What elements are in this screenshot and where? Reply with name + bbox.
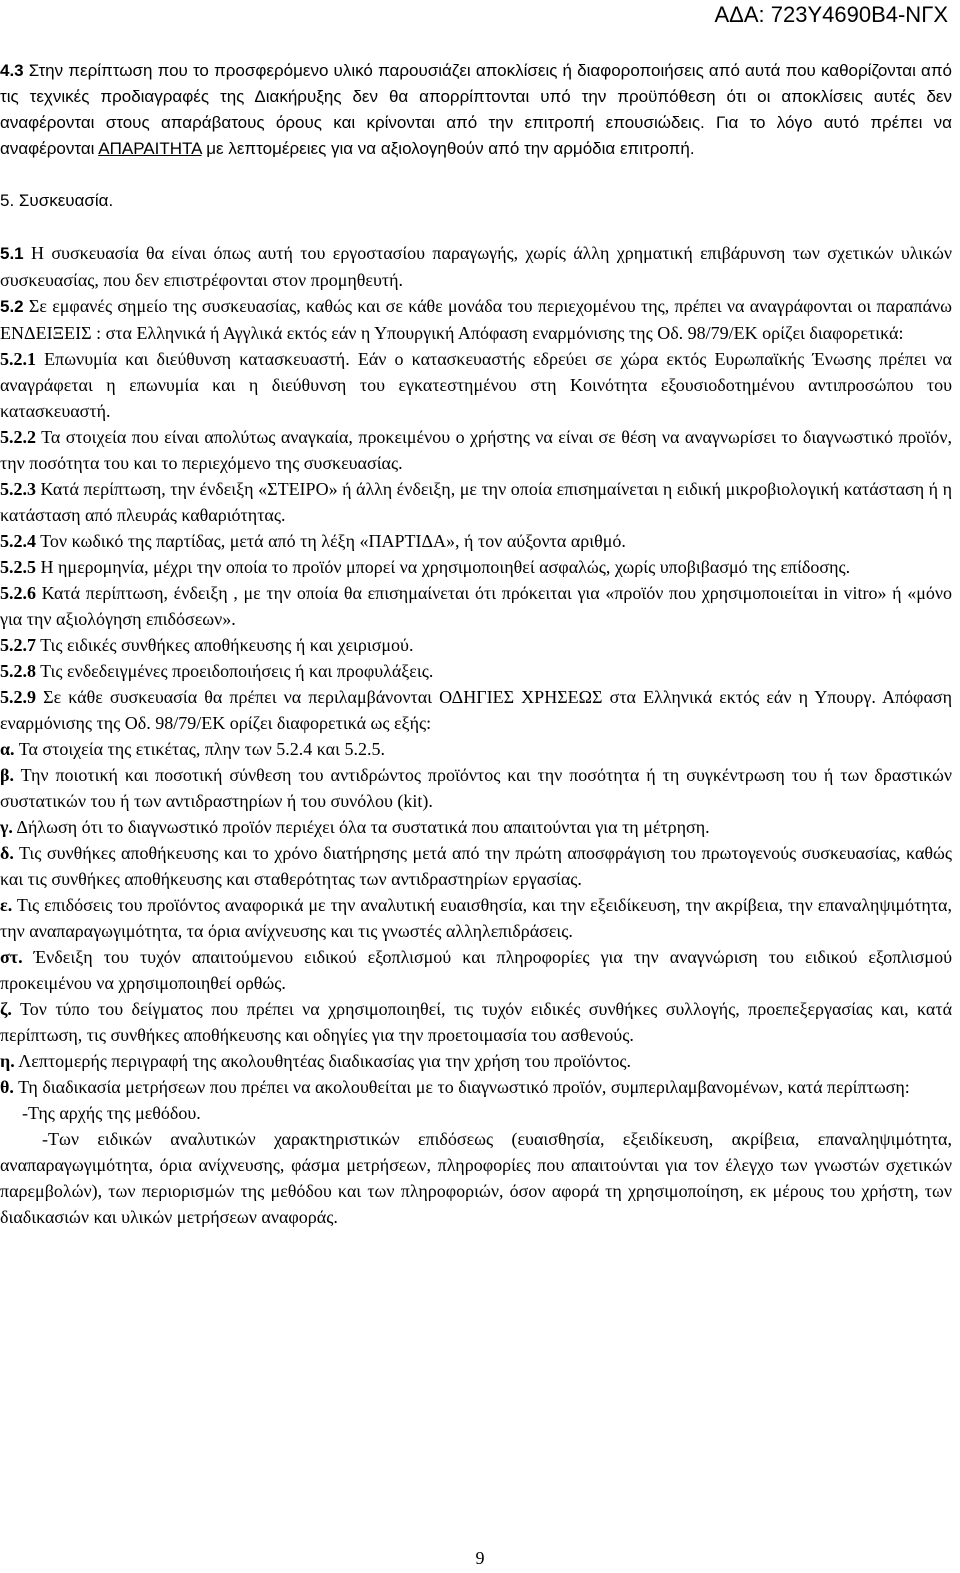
item-eta bbox=[0, 1048, 952, 1074]
paragraph-5-2-3 bbox=[0, 476, 952, 528]
paragraph-5-2-9 bbox=[0, 684, 952, 736]
item-text: Τη διαδικασία μετρήσεων που πρέπει να ακολουθείται με το διαγνωστικό προϊόν, συμπεριλαμβανομένων, κατά περίπτωση: bbox=[13, 1077, 910, 1097]
section-number: 5.2.6 bbox=[0, 583, 36, 603]
paragraph-5-2-1 bbox=[0, 346, 952, 424]
paragraph-text: Κατά περίπτωση, ένδειξη , με την οποία θα επισημαίνεται ότι πρόκειται για «προϊόν που χρησιμοποιείται in vitro» ή «μόνο για την αξιολόγηση επιδόσεων». bbox=[0, 583, 952, 629]
bullet-performance-characteristics: -Των ειδικών αναλυτικών χαρακτηριστικών επιδόσεως (ευαισθησία, εξειδίκευση, ακρίβεια, επαναληψιμότητα, αναπαραγωγιμότητα, όρια ανίχνευσης, φάσμα μετρήσεων, πληροφορίες που απαιτούνται για τον έλεγχο των γνωστών σχετικών παρεμβολών), των περιορισμών της μεθόδου και των πληροφοριών, όσον αφορά τη χρησιμοποίηση, εκ μέρους του χρήστη, των διαδικασιών και υλικών μετρήσεων αναφοράς. bbox=[0, 1129, 952, 1227]
section-number: 5.2.4 bbox=[0, 531, 36, 551]
item-letter: θ. bbox=[0, 1077, 14, 1097]
paragraph-text: Επωνυμία και διεύθυνση κατασκευαστή. Εάν ο κατασκευαστής εδρεύει σε χώρα εκτός Ευρωπαϊκής Ένωσης πρέπει να αναγράφεται η επωνυμία και η διεύθυνση του εγκατεστημένου στη Κοινότητα εξουσιοδοτημένου αντιπροσώπου του κατασκευαστή. bbox=[0, 349, 952, 421]
item-letter: α. bbox=[0, 739, 15, 759]
paragraph-5-2-8 bbox=[0, 658, 952, 684]
item-beta bbox=[0, 762, 952, 814]
item-theta bbox=[0, 1074, 952, 1100]
section-number: 5.2.9 bbox=[0, 687, 36, 707]
paragraph-text: με λεπτομέρειες για να αξιολογηθούν από την αρμόδια επιτροπή. bbox=[201, 139, 695, 158]
item-text: Λεπτομερής περιγραφή της ακολουθητέας διαδικασίας για την χρήση του προϊόντος. bbox=[14, 1051, 632, 1071]
item-letter: γ. bbox=[0, 817, 13, 837]
section-number: 5.2.8 bbox=[0, 661, 36, 681]
item-text: Τα στοιχεία της ετικέτας, πλην των 5.2.4 και 5.2.5. bbox=[14, 739, 385, 759]
document-body bbox=[0, 58, 952, 1548]
section-number: 5.2.5 bbox=[0, 557, 36, 577]
item-letter: η. bbox=[0, 1051, 15, 1071]
item-text: Δήλωση ότι το διαγνωστικό προϊόν περιέχει όλα τα συστατικά που απαιτούνται για τη μέτρηση. bbox=[12, 817, 710, 837]
item-gamma bbox=[0, 814, 952, 840]
item-letter: β. bbox=[0, 765, 14, 785]
paragraph-5-2-5 bbox=[0, 554, 952, 580]
section-number: 5.2.1 bbox=[0, 349, 36, 369]
paragraph-5-2-7 bbox=[0, 632, 952, 658]
paragraph-text: Τις ενδεδειγμένες προειδοποιήσεις ή και προφυλάξεις. bbox=[36, 661, 434, 681]
item-letter: ζ. bbox=[0, 999, 12, 1019]
item-text: Τον τύπο του δείγματος που πρέπει να χρησιμοποιηθεί, τις τυχόν ειδικές συνθήκες συλλογής, προεπεξεργασίας και, κατά περίπτωση, τις συνθήκες αποθήκευσης και οδηγίες για την προετοιμασία του ασθενούς. bbox=[0, 999, 952, 1045]
paragraph-text: Σε κάθε συσκευασία θα πρέπει να περιλαμβάνονται ΟΔΗΓΙΕΣ ΧΡΗΣΕΩΣ στα Ελληνικά εκτός εάν η Υπουργ. Απόφαση εναρμόνισης της Οδ. 98/79/ΕΚ ορίζει διαφορετικά ως εξής: bbox=[0, 687, 952, 733]
paragraph-5-2-2 bbox=[0, 424, 952, 476]
paragraph-text: Για το λόγο αυτό πρέπει να αναφέρονται bbox=[0, 113, 952, 158]
spacer bbox=[0, 214, 952, 240]
paragraph-text: Τα στοιχεία που είναι απολύτως αναγκαία, προκειμένου ο χρήστης να είναι σε θέση να αναγνωρίσει το διαγνωστικό προϊόν, την ποσότητα του και το περιεχόμενο της συσκευασίας. bbox=[0, 427, 952, 473]
section-5-heading: 5. Συσκευασία. bbox=[0, 191, 114, 210]
paragraph-text: Η συσκευασία θα είναι όπως αυτή του εργοστασίου παραγωγής, χωρίς άλλη χρηματική επιβάρυνση των σχετικών υλικών συσκευασίας, που δεν επιστρέφονται στον προμηθευτή. bbox=[0, 243, 952, 290]
item-letter: δ. bbox=[0, 843, 14, 863]
item-text: Τις συνθήκες αποθήκευσης και το χρόνο διατήρησης μετά από την πρώτη αποσφράγιση του πρωτογενούς συσκευασίας, καθώς και τις συνθήκες αποθήκευσης και σταθερότητας των αντιδραστηρίων εργασίας. bbox=[0, 843, 952, 889]
section-number: 5.2.7 bbox=[0, 635, 36, 655]
section-number: 5.2.3 bbox=[0, 479, 36, 499]
paragraph-text: Κατά περίπτωση, την ένδειξη «ΣΤΕΙΡΟ» ή άλλη ένδειξη, με την οποία επισημαίνεται η ειδική μικροβιολογική κατάσταση ή η κατάσταση από πλευράς καθαριότητας. bbox=[0, 479, 952, 525]
item-delta bbox=[0, 840, 952, 892]
paragraph-text: Στην περίπτωση που το προσφερόμενο υλικό παρουσιάζει αποκλίσεις ή διαφοροποιήσεις από αυτά που καθορίζονται από τις τεχνικές προδιαγραφές της Διακήρυξης δεν θα απορρίπτονται υπό την προϋπόθεση ότι οι αποκλίσεις αυτές δεν αναφέρονται στους απαράβατους όρους και κρίνονται από την επιτροπή επουσιώδεις. bbox=[0, 61, 952, 132]
paragraph-5-1 bbox=[0, 240, 952, 293]
item-zeta bbox=[0, 996, 952, 1048]
item-letter: στ. bbox=[0, 947, 23, 967]
paragraph-text: Τις ειδικές συνθήκες αποθήκευσης ή και χειρισμού. bbox=[36, 635, 414, 655]
section-number: 5.2.2 bbox=[0, 427, 36, 447]
item-letter: ε. bbox=[0, 895, 13, 915]
paragraph-text: Η ημερομηνία, μέχρι την οποία το προϊόν μπορεί να χρησιμοποιηθεί ασφαλώς, χωρίς υποβιβασμό της επίδοσης. bbox=[36, 557, 851, 577]
item-epsilon bbox=[0, 892, 952, 944]
paragraph-4-3 bbox=[0, 58, 952, 162]
emphasis-text: ΑΠΑΡΑΙΤΗΤΑ bbox=[98, 139, 202, 158]
section-number: 4.3 bbox=[0, 61, 24, 80]
bullet-method-principle: -Της αρχής της μεθόδου. bbox=[22, 1103, 201, 1123]
page-number: 9 bbox=[475, 1548, 485, 1568]
item-text: Την ποιοτική και ποσοτική σύνθεση του αντιδρώντος προϊόντος και την ποσότητα ή τη συγκέντρωση του ή των δραστικών συστατικών του ή των αντιδραστηρίων ή του συνόλου (kit). bbox=[0, 765, 952, 811]
paragraph-5-2 bbox=[0, 293, 952, 346]
section-number: 5.1 bbox=[0, 244, 24, 263]
spacer bbox=[0, 162, 952, 188]
section-number: 5.2 bbox=[0, 297, 24, 316]
paragraph-5-2-6 bbox=[0, 580, 952, 632]
paragraph-text: Τον κωδικό της παρτίδας, μετά από τη λέξη «ΠΑΡΤΙΔΑ», ή τον αύξοντα αριθμό. bbox=[36, 531, 626, 551]
paragraph-5-2-4 bbox=[0, 528, 952, 554]
item-alpha bbox=[0, 736, 952, 762]
item-text: Ένδειξη του τυχόν απαιτούμενου ειδικού εξοπλισμού και πληροφορίες για την αναγνώριση του ειδικού εξοπλισμού προκειμένου να χρησιμοποιηθεί ορθώς. bbox=[0, 947, 952, 993]
paragraph-text: Σε εμφανές σημείο της συσκευασίας, καθώς και σε κάθε μονάδα του περιεχομένου της, πρέπει να αναγράφονται οι παραπάνω ΕΝΔΕΙΞΕΙΣ : στα Ελληνικά ή Αγγλικά εκτός εάν η Υπουργική Απόφαση εναρμόνισης της Οδ. 98/79/ΕΚ ορίζει διαφορετικά: bbox=[0, 296, 952, 343]
item-stigma bbox=[0, 944, 952, 996]
item-text: Τις επιδόσεις του προϊόντος αναφορικά με την αναλυτική ευαισθησία, και την εξειδίκευση, την ακρίβεια, την επαναληψιμότητα, την αναπαραγωγιμότητα, τα όρια ανίχνευσης και τις γνωστές αλληλεπιδράσεις. bbox=[0, 895, 952, 941]
ada-code: ΑΔΑ: 723Υ4690Β4-ΝΓΧ bbox=[714, 2, 948, 27]
